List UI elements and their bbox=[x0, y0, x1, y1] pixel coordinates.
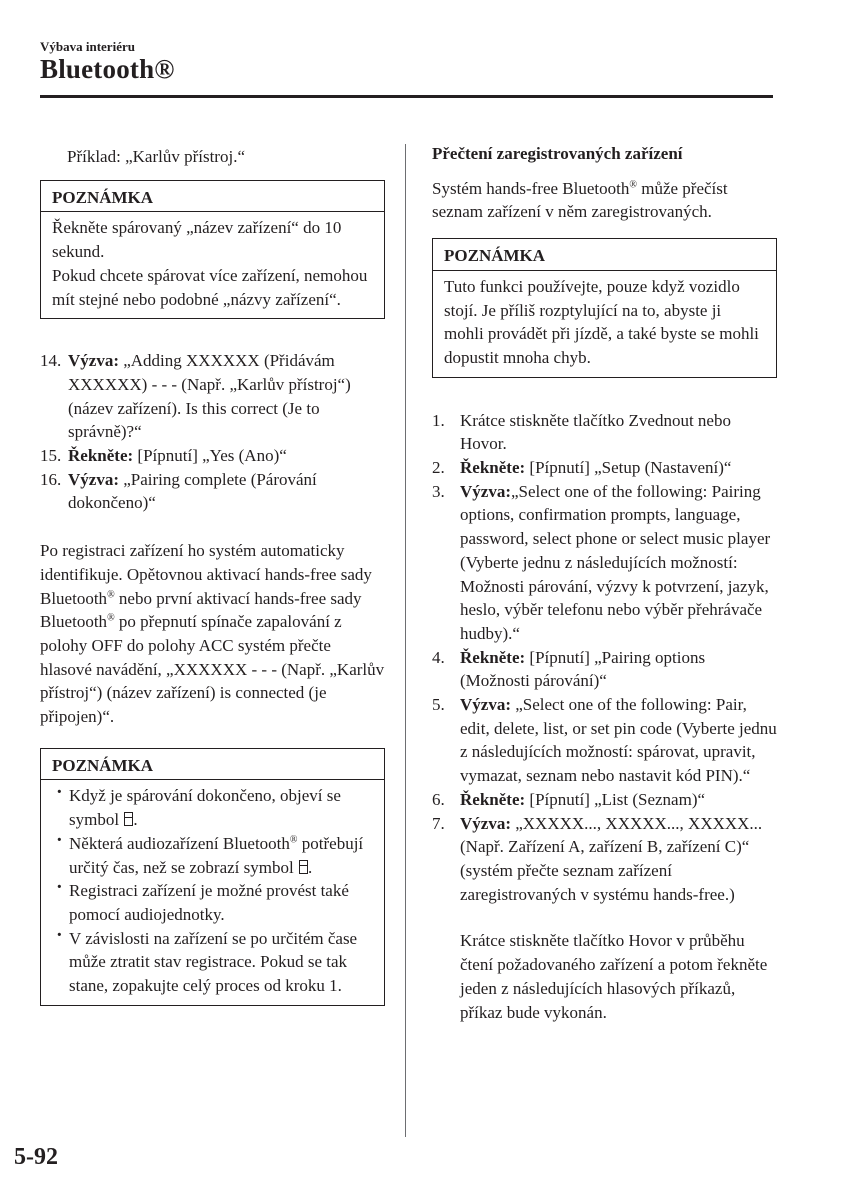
step-number: 2. bbox=[432, 458, 445, 478]
list-item bbox=[432, 409, 777, 456]
step-text: [Pípnutí] „Yes (Ano)“ bbox=[133, 446, 287, 466]
note-body bbox=[433, 271, 776, 377]
step-label: Řekněte: bbox=[460, 647, 526, 667]
list-item: · V závislosti na zařízení se po určitém čase může ztratit stav registrace. Pokud se tak stane, zopakujte celý proces od kroku 1. bbox=[52, 927, 373, 998]
steps-list bbox=[40, 349, 385, 515]
list-item bbox=[432, 480, 777, 646]
note-heading: POZNÁMKA bbox=[41, 181, 384, 213]
note-body bbox=[41, 780, 384, 1004]
step-label: Výzva: bbox=[460, 813, 511, 833]
step-text: Krátce stiskněte tlačítko Zvednout nebo Hovor. bbox=[460, 410, 731, 454]
note-body bbox=[41, 212, 384, 318]
page-title: Bluetooth® bbox=[40, 54, 175, 84]
step-label: Řekněte: bbox=[460, 789, 526, 809]
step-number: 5. bbox=[432, 695, 445, 715]
step-text: [Pípnutí] „Setup (Nastavení)“ bbox=[525, 458, 732, 478]
note-paragraph: Pokud chcete spárovat více zařízení, nemohou mít stejné nebo podobné „názvy zařízení“. bbox=[52, 265, 368, 309]
right-column bbox=[432, 142, 777, 1024]
step-label: Řekněte: bbox=[460, 458, 526, 478]
step-number: 16. bbox=[40, 469, 62, 489]
step-label: Výzva: bbox=[68, 351, 119, 371]
list-item bbox=[40, 349, 385, 444]
step-text: „Select one of the following: Pairing options, confirmation prompts, language, password, select phone or select music player (Vyberte jednu z následujících možností: Možnosti párování, výzvy k potvrzení, jazyk, heslo, výběr telefonu nebo výběr přehrávače hudby).“ bbox=[460, 481, 771, 643]
title-rule bbox=[40, 95, 773, 98]
step-text: „XXXXX..., XXXXX..., XXXXX... (Např. Zařízení A, zařízení B, zařízení C)“ (systém přečte seznam zařízení zaregistrovaných v systému hands-free.) bbox=[460, 813, 763, 904]
note-box bbox=[40, 748, 385, 1006]
list-item bbox=[432, 693, 777, 788]
note-paragraph: Řekněte spárovaný „název zařízení“ do 10 sekund. bbox=[52, 218, 342, 262]
list-item: · Když je spárování dokončeno, objeví se symbol . bbox=[52, 784, 373, 831]
section-label: Výbava interiéru bbox=[40, 39, 135, 54]
list-item: · Některá audiozařízení Bluetooth® potřebují určitý čas, než se zobrazí symbol . bbox=[52, 832, 373, 879]
step-number: 1. bbox=[432, 410, 445, 430]
step-text: „Pairing complete (Párování dokončeno)“ bbox=[68, 469, 317, 513]
list-item bbox=[40, 468, 385, 515]
bluetooth-status-icon bbox=[124, 812, 133, 826]
subheading: Přečtení zaregistrovaných zařízení bbox=[432, 144, 683, 163]
step-label: Výzva: bbox=[460, 481, 511, 501]
note-box bbox=[432, 238, 777, 378]
step-text: „Select one of the following: Pair, edit, delete, list, or set pin code (Vyberte jednu z následujících možností: spárovat, upravit, vymazat, seznam nebo nastavit kód PIN).“ bbox=[460, 695, 777, 786]
list-item: · Registraci zařízení je možné provést také pomocí audiojednotky. bbox=[52, 879, 373, 926]
step-number: 4. bbox=[432, 647, 445, 667]
step-label: Výzva: bbox=[460, 695, 511, 715]
example-text: Příklad: „Karlův přístroj.“ bbox=[67, 147, 245, 166]
note-heading: POZNÁMKA bbox=[41, 749, 384, 781]
bluetooth-status-icon bbox=[299, 860, 308, 874]
step-text: [Pípnutí] „List (Seznam)“ bbox=[525, 789, 706, 809]
step-number: 6. bbox=[432, 789, 445, 809]
list-item bbox=[432, 456, 777, 480]
step-text: „Adding XXXXXX (Přidávám XXXXXX) - - - (Např. „Karlův přístroj“) (název zařízení). Is this correct (Je to správně)?“ bbox=[68, 351, 351, 442]
step-label: Výzva: bbox=[68, 469, 119, 489]
list-item bbox=[432, 646, 777, 693]
list-item bbox=[432, 788, 777, 812]
list-item bbox=[40, 444, 385, 468]
left-column bbox=[40, 145, 385, 1006]
intro-paragraph: Systém hands-free Bluetooth® může přečíst seznam zařízení v něm zaregistrovaných. bbox=[432, 178, 728, 222]
step-number: 15. bbox=[40, 446, 62, 466]
step-number: 3. bbox=[432, 481, 445, 501]
list-item bbox=[432, 812, 777, 907]
step-number: 14. bbox=[40, 351, 62, 371]
column-divider bbox=[405, 144, 406, 1137]
step-text: [Pípnutí] „Pairing options (Možnosti párování)“ bbox=[460, 647, 706, 691]
step-label: Řekněte: bbox=[68, 446, 134, 466]
closing-paragraph: Krátce stiskněte tlačítko Hovor v průběhu čtení požadovaného zařízení a potom řekněte jeden z následujících hlasových příkazů, příkaz bude vykonán. bbox=[460, 931, 768, 1022]
note-heading: POZNÁMKA bbox=[433, 239, 776, 271]
note-box bbox=[40, 180, 385, 320]
note-paragraph: Tuto funkci používejte, pouze když vozidlo stojí. Je příliš rozptylující na to, abyste ji mohli provádět při jízdě, a také byste se mohli dopustit mnoha chyb. bbox=[444, 276, 759, 367]
body-paragraph: Po registraci zařízení ho systém automaticky identifikuje. Opětovnou aktivací hands-free sady Bluetooth® nebo první aktivací hands-free sady Bluetooth® po přepnutí spínače zapalování z polohy OFF do polohy ACC systém přečte hlasové navádění, „XXXXXX - - - (Např. „Karlův přístroj“) (název zařízení) is connected (je připojen)“. bbox=[40, 541, 385, 727]
page-number: 5-92 bbox=[14, 1144, 58, 1170]
steps-list bbox=[432, 409, 777, 907]
note-bullet-list bbox=[52, 784, 373, 997]
step-number: 7. bbox=[432, 813, 445, 833]
